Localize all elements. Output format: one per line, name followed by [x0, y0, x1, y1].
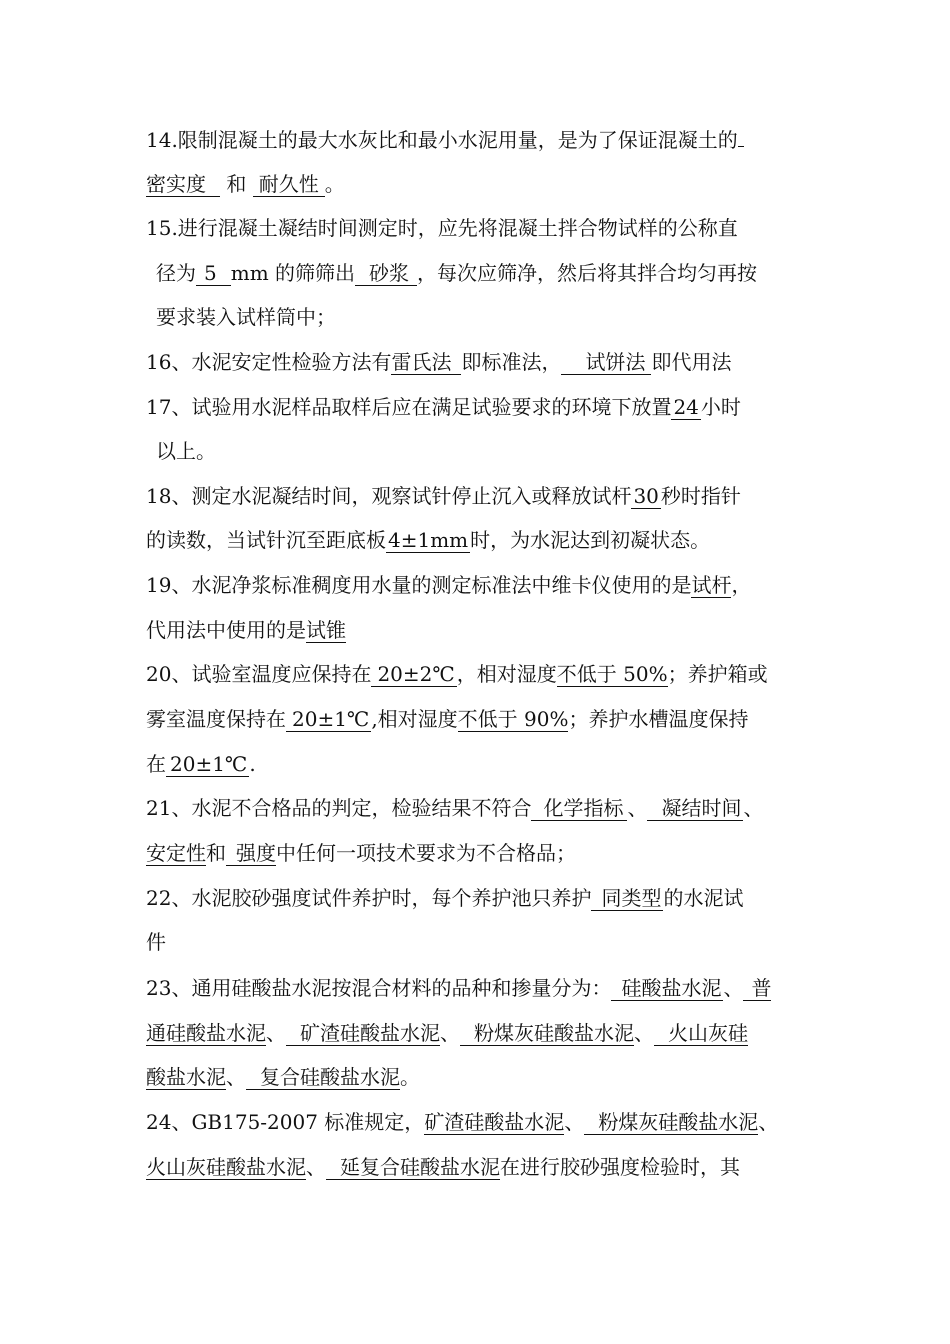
q18-answer-1: 30 [633, 484, 659, 508]
q16-answer-1: 雷氏法 [391, 350, 461, 375]
q20-text-4: 雾室温度保持在 [146, 707, 286, 731]
q16-text-3: 即代用法 [651, 350, 732, 374]
q15-line-2 [156, 260, 757, 286]
q24-text-5: 在进行胶砂强度检验时，其 [500, 1155, 740, 1179]
q21-text-3: 、 [743, 796, 764, 820]
q21-text-2: 、 [627, 796, 648, 820]
q23-line-3 [146, 1064, 420, 1090]
q23-text-6: 、 [226, 1065, 246, 1089]
q14-text-end: 。 [324, 172, 345, 196]
q15-text-2: 径为 [156, 261, 196, 285]
q24-text-3: 、 [758, 1110, 779, 1134]
q17-answer: 24 [673, 395, 699, 419]
q15-answer-1: 5 [196, 261, 231, 286]
q20-answer-5: 20±1℃ [166, 752, 249, 777]
q18-line-1 [146, 483, 741, 509]
q23-text-4: 、 [440, 1021, 460, 1045]
q21-text-4: 和 [206, 841, 226, 865]
q24-line-2 [146, 1154, 740, 1180]
q14-line-2 [146, 171, 345, 197]
q20-answer-4: 不低于 90% [457, 707, 569, 731]
q14-text-and: 和 [226, 172, 247, 196]
q15-text-5: 要求装入试样筒中； [156, 305, 336, 329]
q16-line-1 [146, 349, 731, 375]
q23-text-2: 、 [723, 976, 744, 1000]
q19-text: 19、水泥净浆标准稠度用水量的测定标准法中维卡仪使用的是 [146, 573, 692, 597]
q19-answer-1: 试杆 [691, 573, 732, 597]
q18-text-2: 秒时指针 [660, 484, 741, 508]
q22-line-1 [146, 885, 743, 911]
q21-answer-3: 安定性 [146, 841, 206, 865]
q20-text-3: ；养护箱或 [667, 662, 768, 686]
q18-answer-2: 4±1mm [388, 528, 469, 552]
q15-line-3 [156, 304, 336, 330]
q22-line-2 [146, 929, 166, 955]
q18-text: 18、测定水泥凝结时间，观察试针停止沉入或释放试杆 [146, 484, 632, 508]
q24-line-1 [146, 1109, 778, 1135]
q14-line-1 [146, 127, 744, 153]
q23-text: 23、通用硅酸盐水泥按混合材料的品种和掺量分为： [146, 976, 612, 1000]
q20-text-7: 在 [146, 752, 166, 776]
q20-answer-3: 20±1℃ [286, 707, 371, 732]
q22-text-2: 的水泥试 [663, 886, 744, 910]
q22-answer: 同类型 [591, 886, 663, 911]
q19-text-2: ， [731, 573, 752, 597]
q16-answer-2: 试饼法 [561, 350, 651, 375]
q23-answer-1: 硅酸盐水泥 [611, 976, 723, 1001]
q21-text: 21、水泥不合格品的判定，检验结果不符合 [146, 796, 532, 820]
q23-answer-5-start: 火山灰硅 [654, 1021, 748, 1046]
q16-text-2: 即标准法， [461, 350, 562, 374]
q24-answer-3: 火山灰硅酸盐水泥 [146, 1155, 306, 1179]
q20-line-3 [146, 751, 256, 777]
q17-text-3: 以上。 [156, 439, 216, 463]
q23-answer-2-start: 普 [743, 976, 771, 1001]
q20-text: 20、试验室温度应保持在 [146, 662, 372, 686]
q19-answer-2: 试锥 [306, 618, 346, 642]
q21-line-2 [146, 840, 576, 866]
q23-answer-5-end: 酸盐水泥 [146, 1065, 226, 1089]
q21-answer-2: 凝结时间 [647, 796, 743, 821]
q24-answer-1: 矿渣硅酸盐水泥 [424, 1110, 565, 1134]
q23-answer-6: 复合硅酸盐水泥 [246, 1065, 400, 1090]
q15-text-3: mm 的筛筛出 [230, 261, 356, 285]
q14-trailing-blank [738, 146, 744, 147]
q23-line-1 [146, 975, 771, 1001]
q24-text-4: 、 [306, 1155, 326, 1179]
q15-text-4: ，每次应筛净，然后将其拌合均匀再按 [417, 261, 758, 285]
q23-answer-3: 矿渣硅酸盐水泥 [286, 1021, 440, 1046]
q23-text-3: 、 [266, 1021, 286, 1045]
q20-text-5: ,相对湿度 [371, 707, 458, 731]
q22-text: 22、水泥胶砂强度试件养护时，每个养护池只养护 [146, 886, 592, 910]
q24-text: 24、GB175-2007 标准规定， [146, 1110, 425, 1134]
q20-answer-1: 20±2℃ [371, 662, 456, 687]
q24-answer-2: 粉煤灰硅酸盐水泥 [584, 1110, 758, 1135]
q21-answer-4: 强度 [226, 841, 276, 866]
q19-line-1 [146, 572, 751, 598]
q20-text-8: . [249, 752, 256, 776]
q20-answer-2: 不低于 50% [556, 662, 668, 686]
q18-text-3: 的读数，当试针沉至距底板 [146, 528, 386, 552]
q14-answer-1: 密实度 [146, 172, 220, 197]
q20-line-2 [146, 706, 748, 732]
q15-line-1 [146, 215, 738, 241]
q23-line-2 [146, 1020, 748, 1046]
q15-text: 15.进行混凝土凝结时间测定时，应先将混凝土拌合物试样的公称直 [146, 216, 738, 240]
q21-line-1 [146, 795, 763, 821]
q19-line-2 [146, 617, 346, 643]
q18-text-4: 时，为水泥达到初凝状态。 [470, 528, 711, 552]
q23-text-7: 。 [400, 1065, 420, 1089]
q19-text-3: 代用法中使用的是 [146, 618, 306, 642]
q23-answer-4: 粉煤灰硅酸盐水泥 [460, 1021, 634, 1046]
q16-text: 16、水泥安定性检验方法有 [146, 350, 392, 374]
q21-answer-1: 化学指标 [531, 796, 627, 821]
q17-line-1 [146, 394, 741, 420]
q17-line-2 [156, 438, 216, 464]
q20-text-6: ；养护水槽温度保持 [568, 707, 749, 731]
q14-text: 14.限制混凝土的最大水灰比和最小水泥用量，是为了保证混凝土的 [146, 128, 738, 152]
q18-line-2 [146, 527, 710, 553]
q20-text-2: ，相对湿度 [456, 662, 557, 686]
q24-text-2: 、 [564, 1110, 585, 1134]
q22-text-3: 件 [146, 930, 166, 954]
q24-answer-4: 延复合硅酸盐水泥 [326, 1155, 500, 1180]
q14-answer-2: 耐久性 [253, 172, 325, 197]
q23-text-5: 、 [634, 1021, 654, 1045]
q23-answer-2-end: 通硅酸盐水泥 [146, 1021, 266, 1045]
q15-answer-2: 砂浆 [355, 261, 417, 286]
q20-line-1 [146, 661, 768, 687]
q17-text: 17、试验用水泥样品取样后应在满足试验要求的环境下放置 [146, 395, 672, 419]
q17-text-2: 小时 [700, 395, 741, 419]
q21-text-5: 中任何一项技术要求为不合格品； [276, 841, 576, 865]
